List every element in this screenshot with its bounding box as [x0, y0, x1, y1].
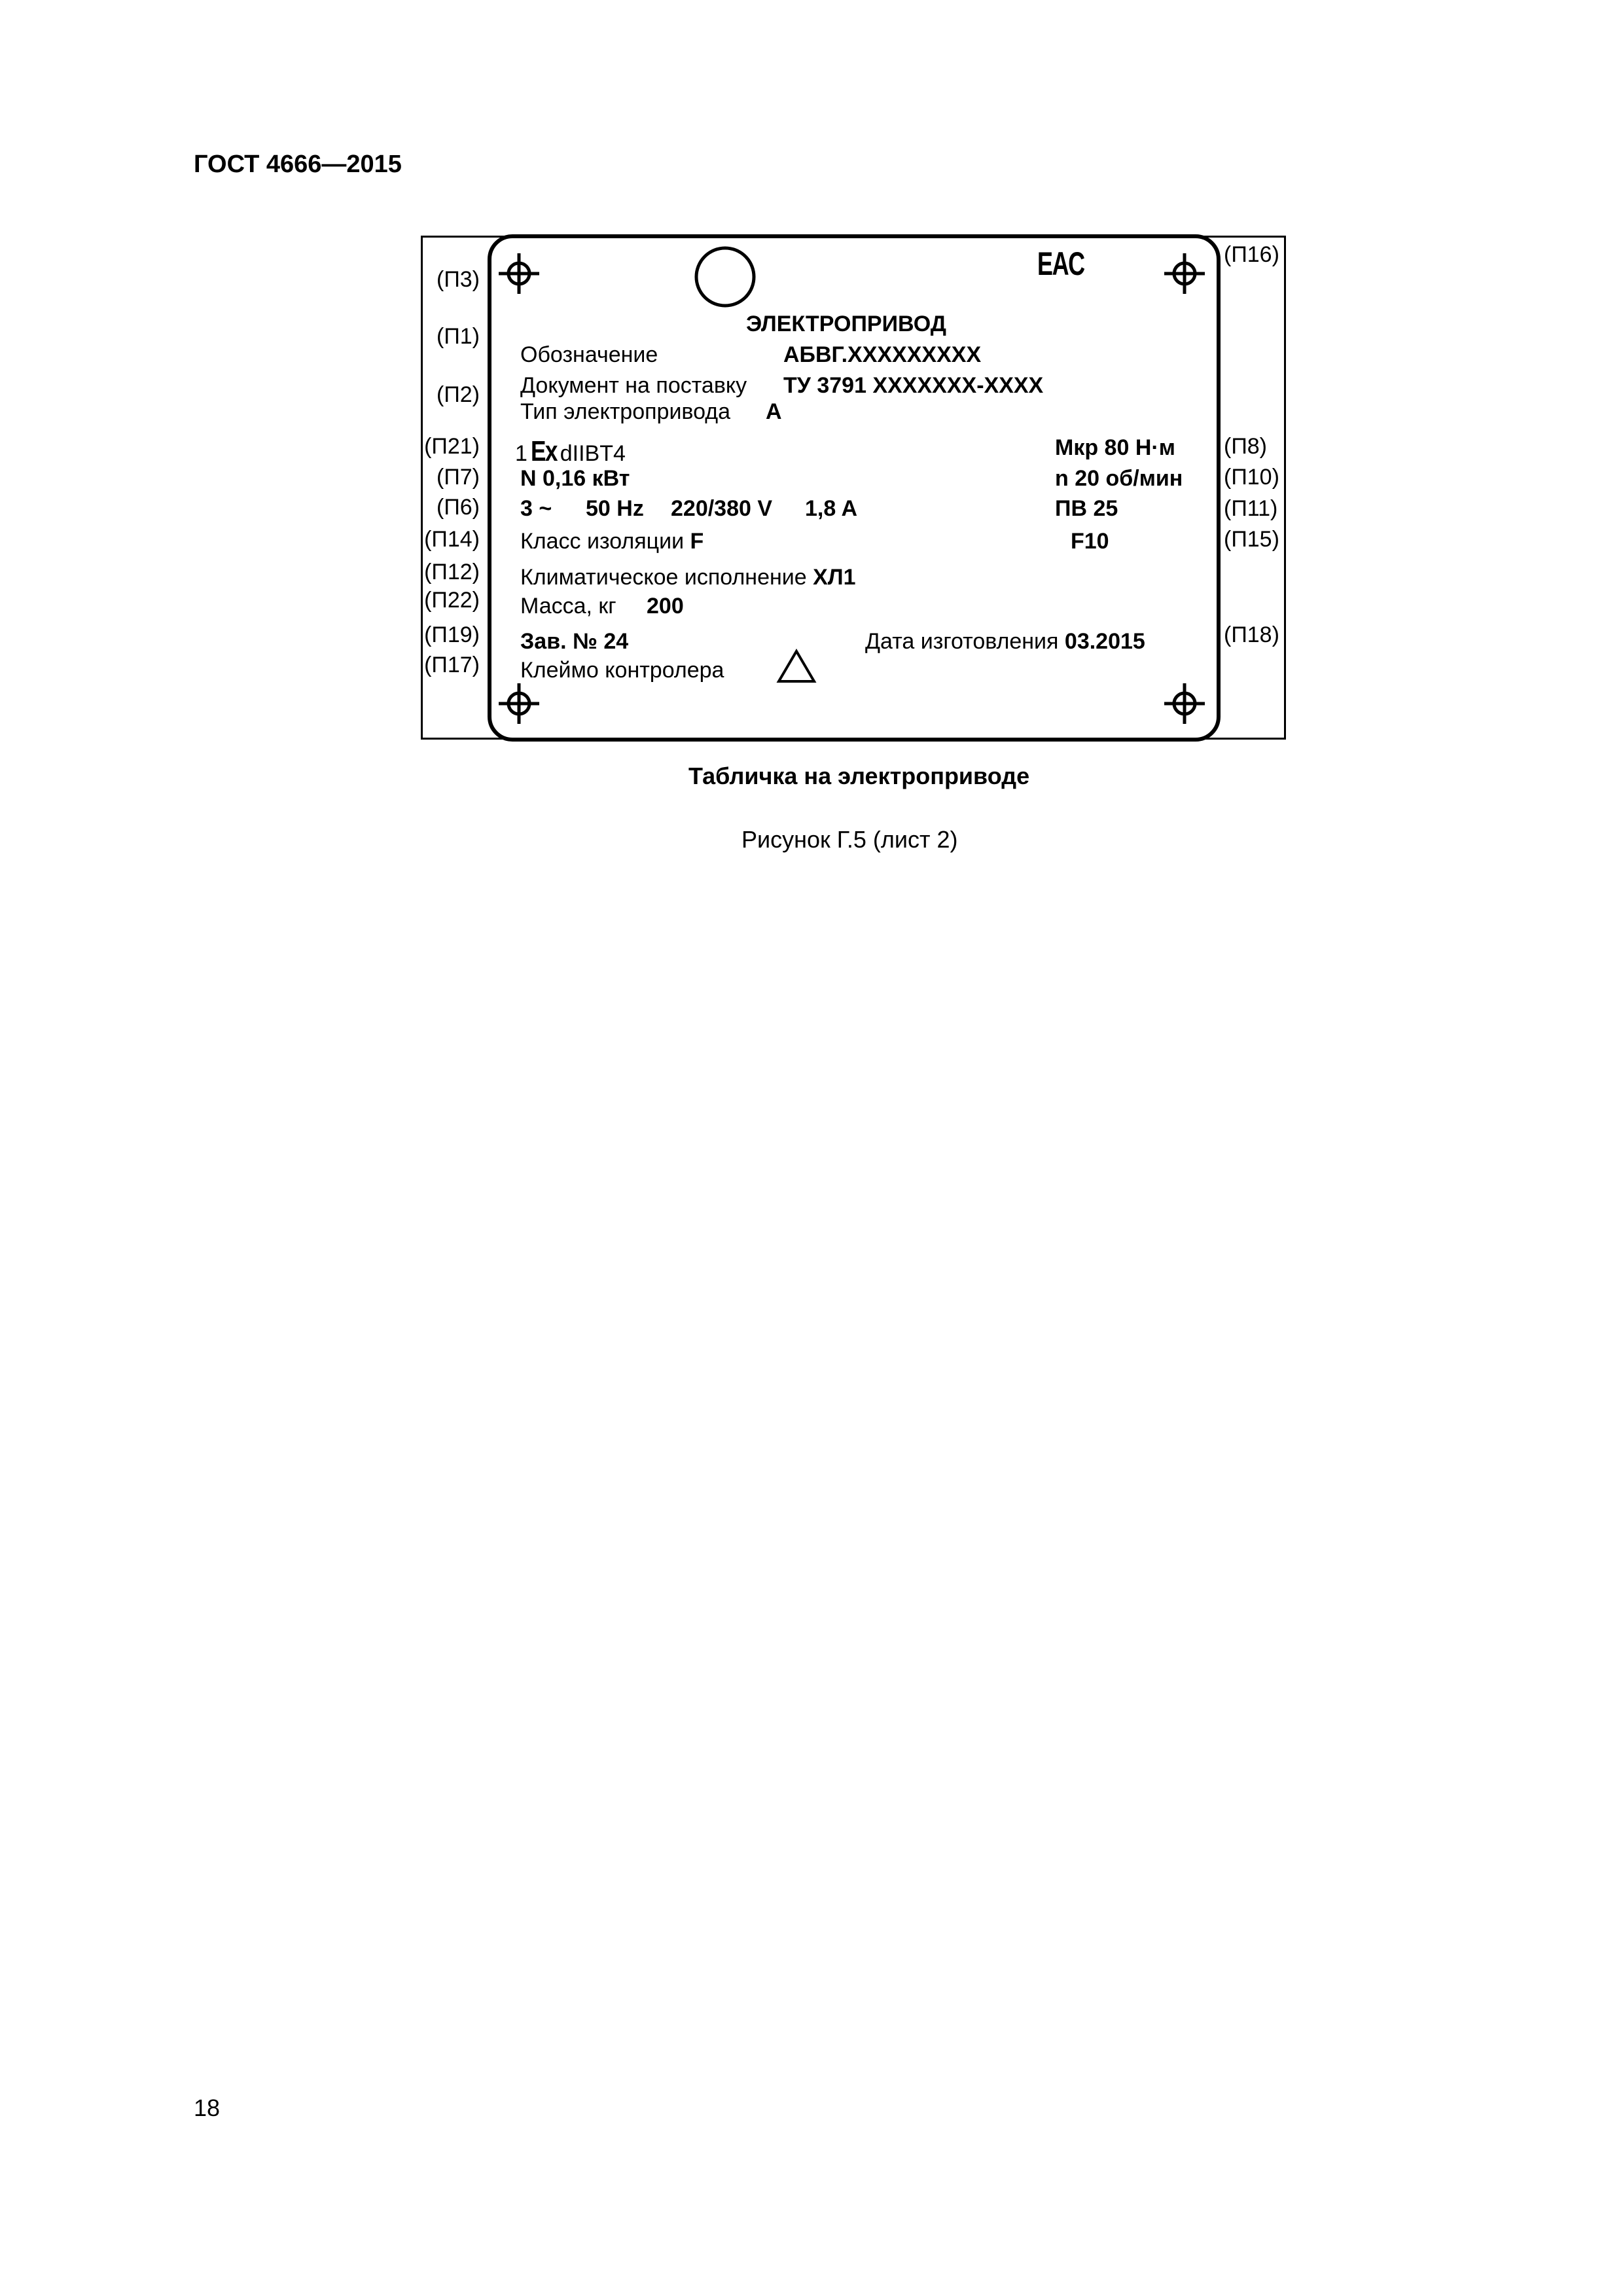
marker-p6: (П6) — [437, 495, 480, 520]
marker-p7: (П7) — [437, 465, 480, 490]
marker-p21: (П21) — [424, 434, 480, 459]
designation-label: Обозначение — [520, 342, 658, 367]
torque-value: Мкр 80 Н·м — [1055, 435, 1175, 460]
ex-symbol: Ex — [530, 435, 557, 467]
marker-p11: (П11) — [1224, 496, 1278, 521]
insulation-value: F — [690, 529, 704, 554]
delivery-document-label: Документ на поставку — [520, 373, 747, 398]
insulation-label: Класс изоляции — [520, 529, 685, 554]
mass-value: 200 — [647, 594, 684, 619]
marker-p16: (П16) — [1224, 242, 1279, 267]
designation-value: АБВГ.XXXXXXXXX — [783, 342, 982, 367]
frequency-value: 50 Hz — [586, 496, 644, 521]
plate-title: ЭЛЕКТРОПРИВОД — [746, 312, 946, 336]
marker-p12: (П12) — [424, 560, 480, 584]
inspector-stamp-triangle-icon — [776, 648, 817, 685]
duty-value: ПВ 25 — [1055, 496, 1118, 521]
drive-type-value: А — [766, 399, 782, 424]
marker-p8: (П8) — [1224, 434, 1267, 459]
figure-caption: Табличка на электроприводе — [688, 762, 1030, 789]
marker-p10: (П10) — [1224, 465, 1279, 490]
figure-label: Рисунок Г.5 (лист 2) — [741, 826, 958, 853]
mounting-hole-bottom-left-icon — [496, 681, 542, 726]
mounting-hole-top-left-icon — [496, 251, 542, 296]
delivery-document-value: ТУ 3791 XXXXXXX-XXXX — [783, 373, 1044, 398]
eac-conformity-mark: EAC — [1037, 245, 1084, 282]
marker-p1: (П1) — [437, 324, 480, 349]
serial-number: Зав. № 24 — [520, 629, 629, 654]
ex-suffix: dIIBT4 — [560, 441, 626, 466]
page-number: 18 — [194, 2094, 221, 2121]
document-code-header: ГОСТ 4666—2015 — [194, 151, 402, 178]
marker-p17: (П17) — [424, 653, 480, 677]
marker-p22: (П22) — [424, 588, 480, 613]
inspector-stamp-label: Клеймо контролера — [520, 658, 724, 683]
insulation-class — [520, 529, 704, 554]
date-label: Дата изготовления — [865, 629, 1059, 654]
flange-value: F10 — [1071, 529, 1109, 554]
climate-version — [520, 565, 856, 590]
marker-p19: (П19) — [424, 622, 480, 647]
date-value: 03.2015 — [1064, 629, 1145, 654]
mounting-hole-top-right-icon — [1162, 251, 1207, 296]
mass-label: Масса, кг — [520, 594, 616, 619]
phase-value: 3 ~ — [520, 496, 552, 521]
mounting-hole-bottom-right-icon — [1162, 681, 1207, 726]
logo-circle-icon — [692, 244, 758, 310]
marker-p14: (П14) — [424, 527, 480, 552]
speed-value: n 20 об/мин — [1055, 466, 1183, 491]
manufacture-date — [865, 629, 1145, 655]
drive-type-label: Тип электропривода — [520, 399, 731, 424]
climate-value: ХЛ1 — [813, 565, 856, 590]
marker-p2: (П2) — [437, 382, 480, 407]
climate-label: Климатическое исполнение — [520, 565, 807, 590]
marker-p3: (П3) — [437, 267, 480, 292]
marker-p15: (П15) — [1224, 527, 1279, 552]
ex-prefix: 1 — [515, 441, 527, 466]
voltage-value: 220/380 V — [671, 496, 773, 521]
current-value: 1,8 A — [805, 496, 858, 521]
power-value: N 0,16 кВт — [520, 466, 630, 491]
ex-marking — [515, 435, 626, 468]
marker-p18: (П18) — [1224, 622, 1279, 647]
